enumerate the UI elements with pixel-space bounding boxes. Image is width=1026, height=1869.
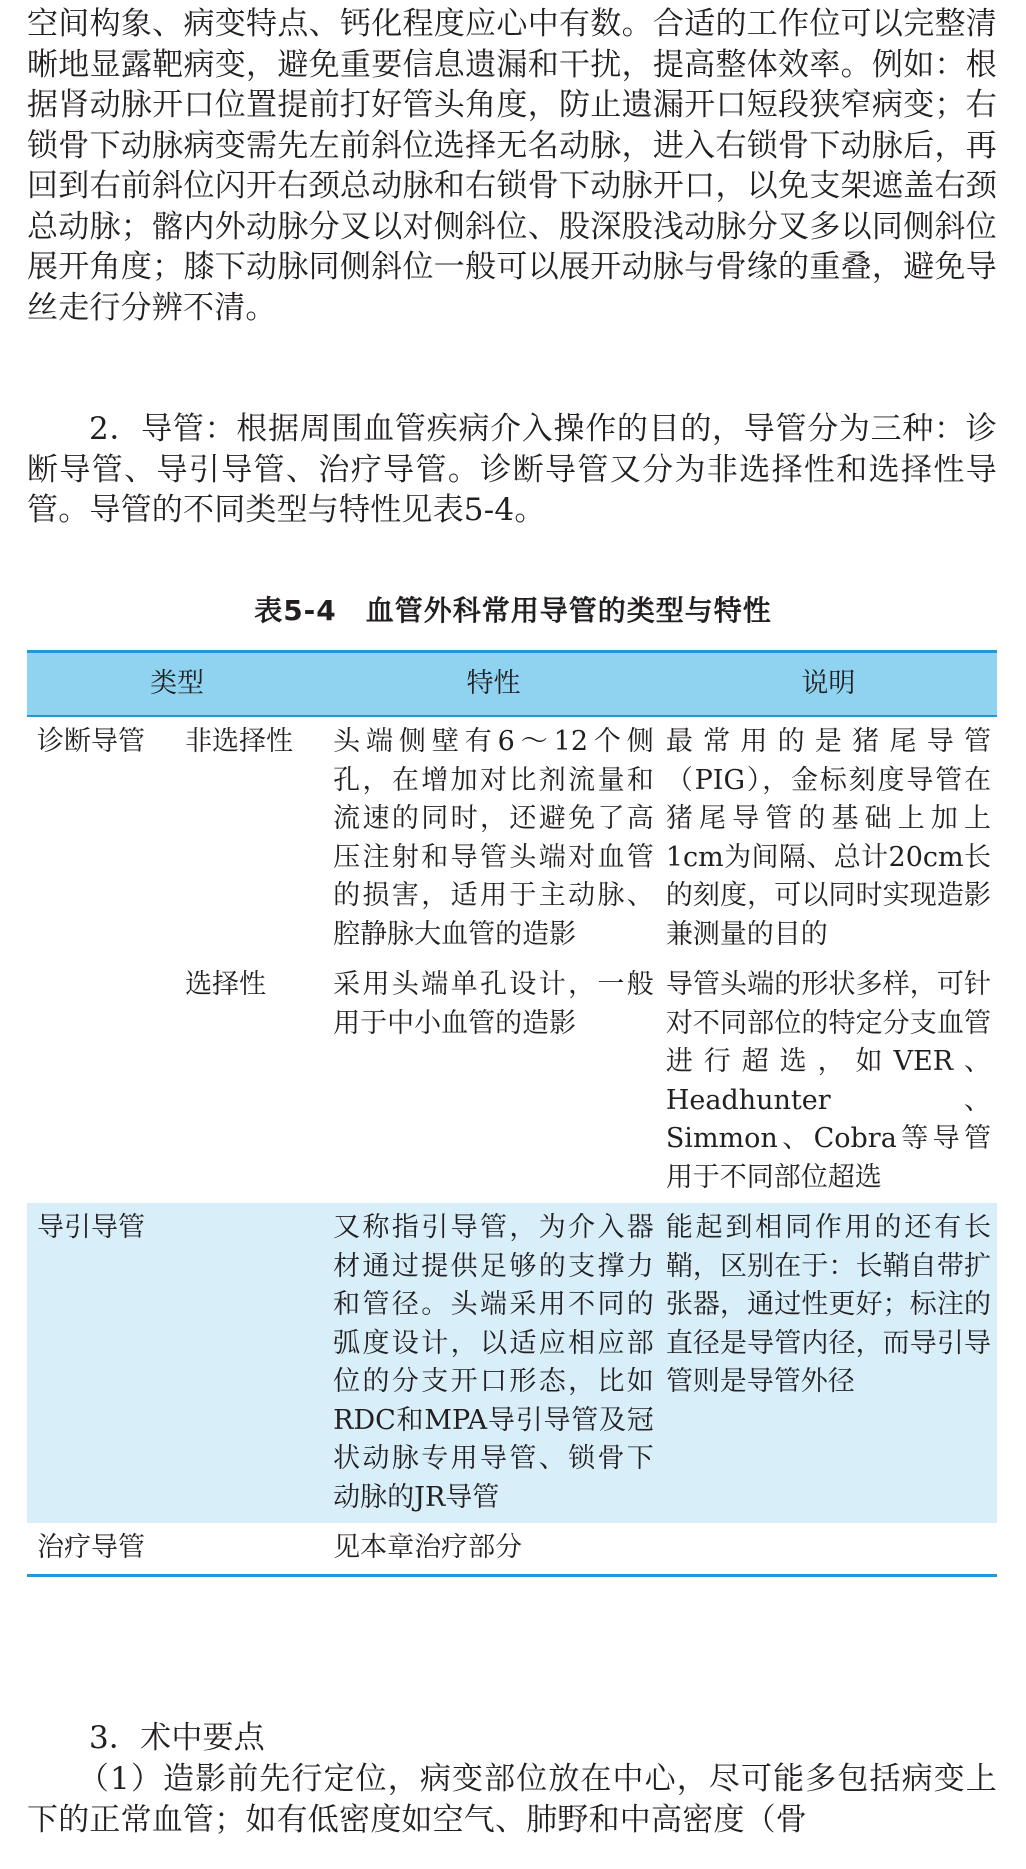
- header-feature: 特性: [327, 652, 660, 717]
- header-note: 说明: [660, 652, 997, 717]
- category-cell: 诊断导管: [37, 726, 145, 757]
- catheter-table: [27, 650, 997, 1577]
- table-row: [27, 1203, 997, 1523]
- section-heading: [27, 1718, 997, 1759]
- table-row: [27, 716, 997, 960]
- header-type: 类型: [27, 652, 327, 717]
- table-title: 表5-4 血管外科常用导管的类型与特性: [254, 594, 772, 627]
- paragraph-text: （1）造影前先行定位，病变部位放在中心，尽可能多包括病变上下的正常血管；如有低密度如空气、肺野和中高密度（骨: [27, 1761, 997, 1838]
- body-paragraph: [27, 409, 997, 531]
- paragraph-text: 2．导管：根据周围血管疾病介入操作的目的，导管分为三种：诊断导管、导引导管、治疗导管。诊断导管又分为非选择性和选择性导管。导管的不同类型与特性见表5-4。: [27, 411, 997, 528]
- feature-cell: 头端侧壁有6～12个侧孔，在增加对比剂流量和流速的同时，还避免了高压注射和导管头端对血管的损害，适用于主动脉、腔静脉大血管的造影: [333, 726, 654, 950]
- subtype-cell: 选择性: [185, 969, 267, 1000]
- heading-text: 3．术中要点: [89, 1720, 265, 1756]
- feature-cell: 采用头端单孔设计，一般用于中小血管的造影: [333, 969, 654, 1039]
- note-cell: 能起到相同作用的还有长鞘，区别在于：长鞘自带扩张器，通过性更好；标注的直径是导管内径，而导引导管则是导管外径: [660, 1203, 997, 1523]
- note-cell: 最常用的是猪尾导管（PIG），金标刻度导管在猪尾导管的基础上加上1cm为间隔、总计20cm长的刻度，可以同时实现造影兼测量的目的: [665, 726, 991, 950]
- feature-cell: 又称指引导管，为介入器材通过提供足够的支撑力和管径。头端采用不同的弧度设计，以适应相应部位的分支开口形态，比如RDC和MPA导引导管及冠状动脉专用导管、锁骨下动脉的JR导管: [327, 1203, 660, 1523]
- category-cell: 导引导管: [27, 1203, 327, 1523]
- table-header-row: [27, 652, 997, 717]
- note-cell: 导管头端的形状多样，可针对不同部位的特定分支血管进行超选，如VER、Headhunter、Simmon、Cobra等导管用于不同部位超选: [665, 969, 991, 1193]
- category-cell: 治疗导管: [27, 1523, 327, 1575]
- table-row: [27, 1523, 997, 1575]
- subtype-cell: 非选择性: [185, 726, 294, 757]
- body-paragraph: [27, 1759, 997, 1840]
- feature-cell: 见本章治疗部分: [327, 1523, 997, 1575]
- body-paragraph: 空间构象、病变特点、钙化程度应心中有数。合适的工作位可以完整清晰地显露靶病变，避免重要信息遗漏和干扰，提高整体效率。例如：根据肾动脉开口位置提前打好管头角度，防止遗漏开口短段狭窄病变；右锁骨下动脉病变需先左前斜位选择无名动脉，进入右锁骨下动脉后，再回到右前斜位闪开右颈总动脉和右锁骨下动脉开口，以免支架遮盖右颈总动脉；髂内外动脉分叉以对侧斜位、股深股浅动脉分叉多以同侧斜位展开角度；膝下动脉同侧斜位一般可以展开动脉与骨缘的重叠，避免导丝走行分辨不清。: [27, 6, 997, 326]
